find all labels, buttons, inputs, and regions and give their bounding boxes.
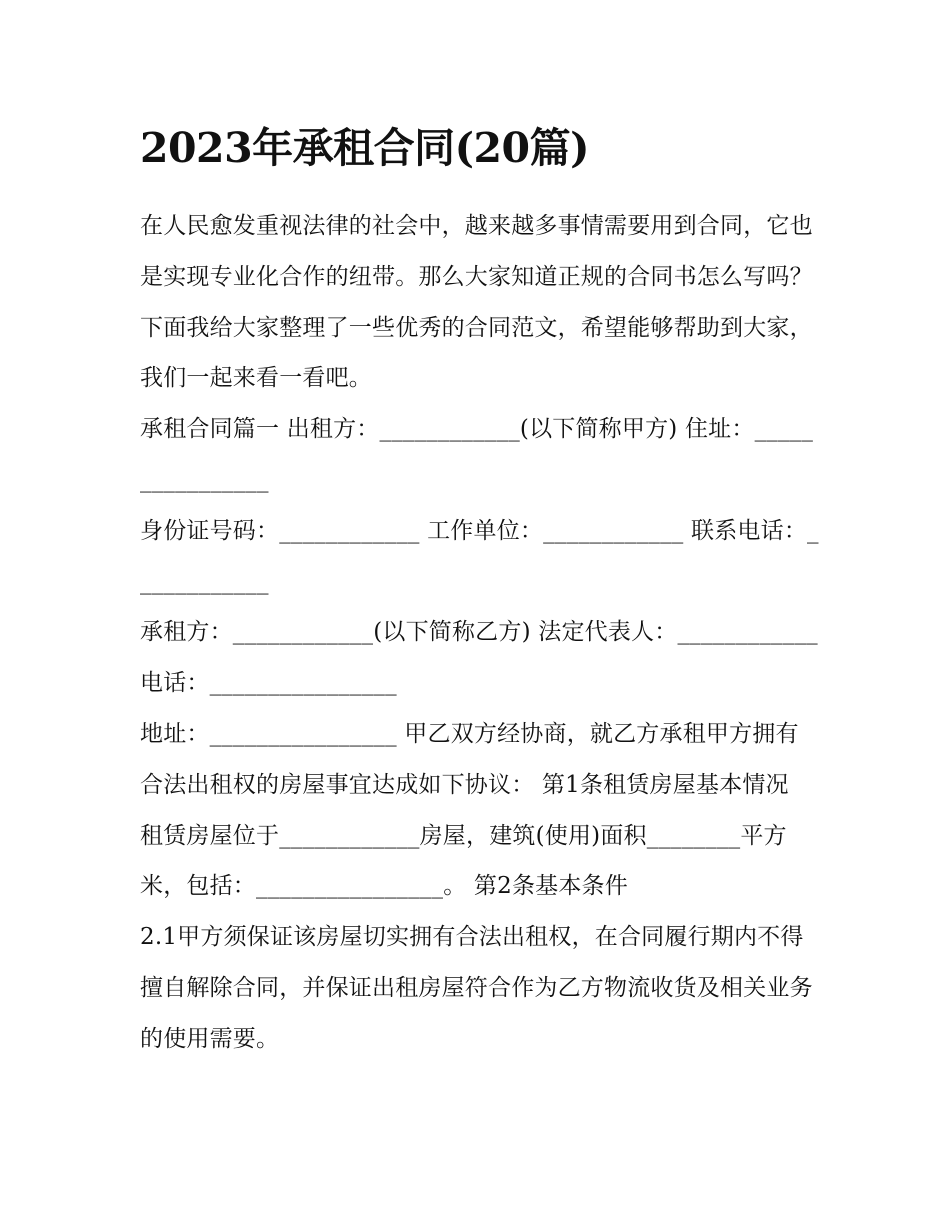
address-agreement-paragraph: 地址：________________ 甲乙双方经协商，就乙方承租甲方拥有合法出租权的房屋事宜达成如下协议： 第1条租赁房屋基本情况 <box>140 720 799 798</box>
lessee-paragraph: 承租方：____________(以下简称乙方) 法定代表人：____________ 电话：________________ <box>140 619 818 697</box>
premises-paragraph: 租赁房屋位于____________房屋，建筑(使用)面积________平方米，包括：________________。 第2条基本条件 <box>140 822 787 900</box>
lessor-paragraph: 承租合同篇一 出租方：____________(以下简称甲方) 住址：________________ <box>140 416 814 493</box>
clause-2-1-paragraph: 2.1甲方须保证该房屋切实拥有合法出租权，在合同履行期内不得擅自解除合同，并保证出租房屋符合作为乙方物流收货及相关业务的使用需要。 <box>140 924 813 1052</box>
intro-paragraph: 在人民愈发重视法律的社会中，越来越多事情需要用到合同，它也是实现专业化合作的纽带。那么大家知道正规的合同书怎么写吗？下面我给大家整理了一些优秀的合同范文，希望能够帮助到大家，我们一起来看一看吧。 <box>140 213 813 392</box>
lessor-id-paragraph: 身份证号码：____________ 工作单位：____________ 联系电话：____________ <box>140 517 819 595</box>
document-title: 2023年承租合同(20篇) <box>140 124 589 172</box>
document-page <box>140 118 820 1065</box>
